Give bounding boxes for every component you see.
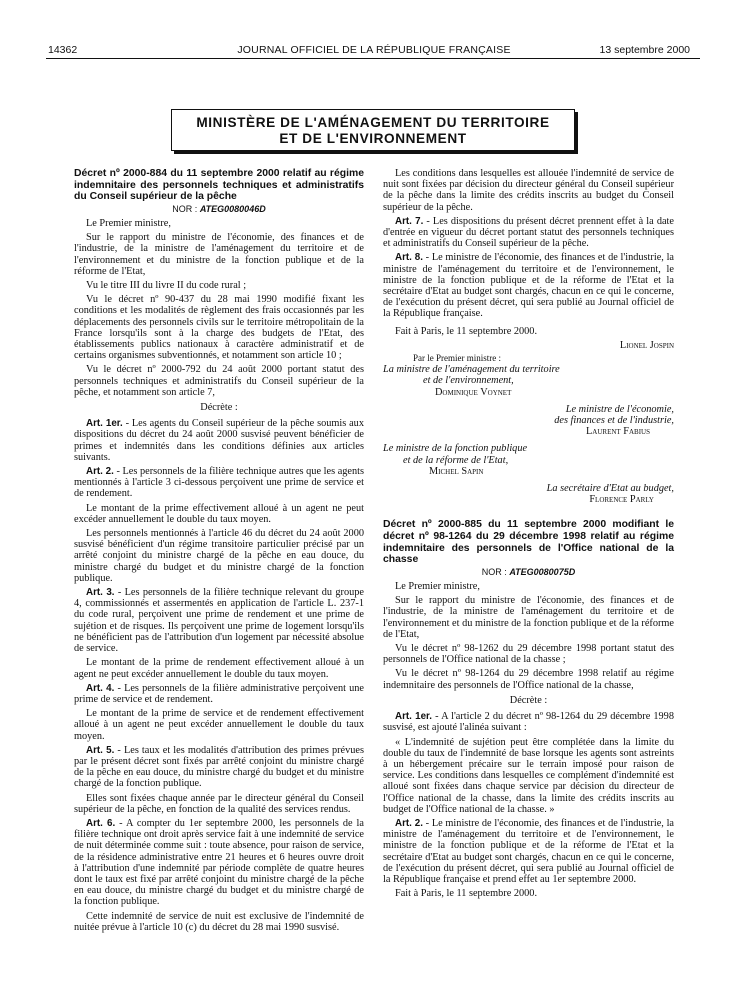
article-text: - Les taux et les modalités d'attribution des primes prévues par le présent décret sont fixés par arrêté conjoint du ministre chargé de la pêche en eau douce, du ministre chargé du budget et du ministre chargé de la fonction publique. bbox=[74, 744, 364, 790]
article-label: Art. 5. bbox=[86, 744, 115, 756]
nor-label: NOR : bbox=[481, 566, 507, 577]
paragraph: Le Premier ministre, bbox=[86, 217, 171, 229]
article-text: - A compter du 1er septembre 2000, les personnels de la filière technique ont droit après service fait à une indemnité de service de nuit déterminée comme suit : toute absence, pour raison de service, de la résidence administrative entre 21 heures et 6 heures ouvre droit à l'attribution d'une indemnité par période complète de quatre heures dont le taux est fixé par arrêté conjoint du ministre chargé de la pêche en eau douce, du ministre chargé du budget et du ministre chargé de la fonction publique. bbox=[74, 817, 364, 908]
article-2 bbox=[383, 818, 674, 885]
page-number: 14362 bbox=[48, 44, 78, 56]
article-1 bbox=[383, 711, 674, 733]
signatory-name: Dominique Voynet bbox=[435, 386, 512, 398]
ministry-box bbox=[171, 109, 575, 151]
paragraph: Vu le décret nº 90-437 du 28 mai 1990 modifié fixant les conditions et les modalités de règlement des frais occasionnés par les déplacements des personnels civils sur le territoire métropolitain de la France lorsqu'ils sont à la charge des budgets de l'Etat, des établissements publics nationaux à caractère administratif et de certains organismes subventionnés, et notamment son article 10 ; bbox=[74, 294, 364, 362]
decree-2-nor bbox=[383, 567, 674, 578]
left-column bbox=[74, 168, 364, 936]
article-label: Art. 8. bbox=[395, 252, 423, 264]
signatory-name: Florence Parly bbox=[589, 494, 654, 506]
article-text: - Les agents du Conseil supérieur de la pêche soumis aux dispositions du décret du 24 août 2000 susvisé peuvent bénéficier de primes et indemnités dans les conditions définies aux articles suivants. bbox=[74, 418, 364, 463]
article-2 bbox=[74, 466, 364, 500]
journal-title: JOURNAL OFFICIEL DE LA RÉPUBLIQUE FRANÇAISE bbox=[237, 44, 511, 56]
article-label: Art. 6. bbox=[86, 817, 116, 829]
signatory-name: Laurent Fabius bbox=[586, 426, 650, 438]
article-6 bbox=[74, 818, 364, 908]
article-label: Art. 1er. bbox=[395, 711, 433, 723]
article-text: - A l'article 2 du décret nº 98-1264 du 29 décembre 1998 susvisé, est ajouté l'alinéa suivant : bbox=[383, 711, 674, 734]
decree-1-nor bbox=[74, 204, 364, 215]
paragraph: Vu le décret nº 98-1264 du 29 décembre 1998 relatif au régime indemnitaire des personnels de l'Office national de la chasse, bbox=[383, 668, 674, 691]
ministry-line-2: ET DE L'ENVIRONNEMENT bbox=[279, 131, 467, 146]
nor-code: ATEG0080075D bbox=[509, 566, 576, 577]
paragraph: Cette indemnité de service de nuit est exclusive de l'indemnité de nuitée prévue à l'article 10 (c) du décret du 28 mai 1990 susvisé. bbox=[74, 910, 364, 933]
right-column bbox=[383, 168, 674, 902]
header-rule bbox=[46, 58, 700, 59]
article-8 bbox=[383, 252, 674, 319]
article-label: Art. 2. bbox=[86, 466, 114, 478]
ministry-line-1: MINISTÈRE DE L'AMÉNAGEMENT DU TERRITOIRE bbox=[196, 115, 550, 130]
nor-code: ATEG0080046D bbox=[199, 203, 266, 214]
signatory-title: La secrétaire d'Etat au budget, bbox=[546, 483, 674, 495]
paragraph: Sur le rapport du ministre de l'économie, des finances et de l'industrie, de la ministre de l'aménagement du territoire et de l'environnement et du ministre de la fonction publique et de la réforme de l'Etat, bbox=[383, 595, 674, 640]
signatory-title: Le ministre de la fonction publique bbox=[383, 443, 528, 455]
decree-1-title: Décret nº 2000-884 du 11 septembre 2000 relatif au régime indemnitaire des personnels techniques et administratifs du Conseil supérieur de la pêche bbox=[74, 168, 364, 203]
paragraph: Sur le rapport du ministre de l'économie, des finances et de l'industrie, de la ministre de l'aménagement du territoire et de l'environnement et du ministre de la fonction publique et de la réforme de l'Etat, bbox=[74, 232, 364, 277]
signatory-title: Le ministre de l'économie, bbox=[565, 403, 674, 415]
paragraph: Vu le décret nº 98-1262 du 29 décembre 1998 portant statut des personnels de l'Office national de la chasse ; bbox=[383, 643, 674, 666]
issue-date: 13 septembre 2000 bbox=[599, 44, 690, 56]
article-text: - Les personnels de la filière technique autres que les agents mentionnés à l'article 3 ci-dessous perçoivent une prime de service et de rendement. bbox=[74, 466, 365, 500]
paragraph: Elles sont fixées chaque année par le directeur général du Conseil supérieur de la pêche, en fonction de la qualité des services rendus. bbox=[74, 792, 364, 815]
article-text: - Les dispositions du présent décret prennent effet à la date d'entrée en vigueur du décret portant statut des personnels techniques et administratifs du Conseil supérieur de la pêche. bbox=[383, 215, 674, 250]
decree-2-title: Décret nº 2000-885 du 11 septembre 2000 modifiant le décret nº 98-1264 du 29 décembre 1998 relatif au régime indemnitaire des personnels de l'Office national de la chasse bbox=[383, 519, 674, 566]
done-at: Fait à Paris, le 11 septembre 2000. bbox=[395, 888, 538, 900]
by-pm: Par le Premier ministre : bbox=[413, 353, 501, 364]
paragraph: Le Premier ministre, bbox=[395, 581, 480, 593]
signatory-title: des finances et de l'industrie, bbox=[554, 415, 674, 427]
article-label: Art. 2. bbox=[395, 817, 423, 829]
article-4 bbox=[74, 683, 364, 705]
paragraph: Les personnels mentionnés à l'article 46 du décret du 24 août 2000 susvisé bénéficient d'un régime transitoire particulier précisé par un arrêté conjoint du ministre chargé de la pêche en eau douce, du ministre chargé du budget et du ministre chargé de la fonction publique. bbox=[74, 528, 364, 584]
decrete: Décrète : bbox=[509, 694, 548, 706]
article-label: Art. 7. bbox=[395, 215, 424, 227]
paragraph: Vu le titre III du livre II du code rural ; bbox=[86, 280, 247, 291]
article-text: - Le ministre de l'économie, des finances et de l'industrie, la ministre de l'aménagement du territoire et de l'environnement, le ministre de la fonction publique et de la réforme de l'Etat et la secrétaire d'Etat au budget sont chargés, chacun en ce qui le concerne, de l'exécution du présent décret, qui sera publié au Journal officiel de la République française. bbox=[383, 252, 675, 320]
article-label: Art. 4. bbox=[86, 682, 115, 694]
paragraph: Vu le décret nº 2000-792 du 24 août 2000 portant statut des personnels techniques et administratifs du Conseil supérieur de la pêche, et notamment son article 7, bbox=[74, 364, 364, 398]
paragraph: Le montant de la prime de rendement effectivement alloué à un agent ne peut excéder annuellement le double du taux moyen. bbox=[74, 657, 364, 680]
article-text: - Les personnels de la filière technique relevant du groupe 4, commissionnés et assermentés en application de l'article L. 237-1 du code rural, perçoivent une prime de rendement et une prime de sujétion et de risques. Ils perçoivent une prime de logement lorsqu'ils ne bénéficient pas de l'attribution d'un logement par nécessité absolue de service. bbox=[74, 587, 364, 655]
signatory-title: La ministre de l'aménagement du territoire bbox=[383, 364, 560, 376]
article-3 bbox=[74, 587, 364, 654]
article-text: - Le ministre de l'économie, des finances et de l'industrie, la ministre de l'aménagement du territoire et de l'environnement, le ministre de la fonction publique et de la réforme de l'Etat et la secrétaire d'Etat au budget sont chargés, chacun en ce qui le concerne, de l'exécution du présent décret, qui sera publié au Journal officiel de la République française et prend effet au 1er septembre 2000. bbox=[383, 817, 675, 885]
nor-label: NOR : bbox=[172, 203, 198, 214]
article-7 bbox=[383, 216, 674, 250]
signatory-name: Michel Sapin bbox=[429, 465, 484, 477]
signature-pm: Lionel Jospin bbox=[619, 339, 674, 351]
article-label: Art. 1er. bbox=[86, 418, 123, 430]
article-text: - Les personnels de la filière administrative perçoivent une prime de service et de rendement. bbox=[74, 682, 364, 705]
signatory-title: et de la réforme de l'Etat, bbox=[403, 454, 509, 466]
done-at: Fait à Paris, le 11 septembre 2000. bbox=[395, 325, 538, 337]
article-5 bbox=[74, 745, 364, 790]
article-1 bbox=[74, 418, 364, 463]
article-label: Art. 3. bbox=[86, 587, 115, 599]
paragraph: Le montant de la prime effectivement alloué à un agent ne peut excéder annuellement le double du taux moyen. bbox=[74, 502, 364, 525]
paragraph: Les conditions dans lesquelles est allouée l'indemnité de service de nuit sont fixées par décision du directeur général du Conseil supérieur de la pêche dans la limite des crédits inscrits au budget du Conseil supérieur de la pêche. bbox=[383, 168, 674, 213]
page-header bbox=[0, 44, 748, 58]
paragraph: Le montant de la prime de service et de rendement effectivement alloué à un agent ne peut excéder annuellement le double du taux moyen. bbox=[74, 708, 364, 742]
decrete: Décrète : bbox=[200, 402, 238, 414]
signatory-title: et de l'environnement, bbox=[423, 375, 514, 387]
paragraph: « L'indemnité de sujétion peut être complétée dans la limite du double du taux de l'indemnité de base lorsque les agents sont astreints à un hébergement précaire sur le terrain imposé pour raison de service. Les conditions dans lesquelles ce complément d'indemnité est alloué sont fixées dans chaque service par décision du directeur de l'Office national de la chasse, dans la limite des crédits inscrits au budget de l'Office national de la chasse. » bbox=[383, 736, 674, 815]
